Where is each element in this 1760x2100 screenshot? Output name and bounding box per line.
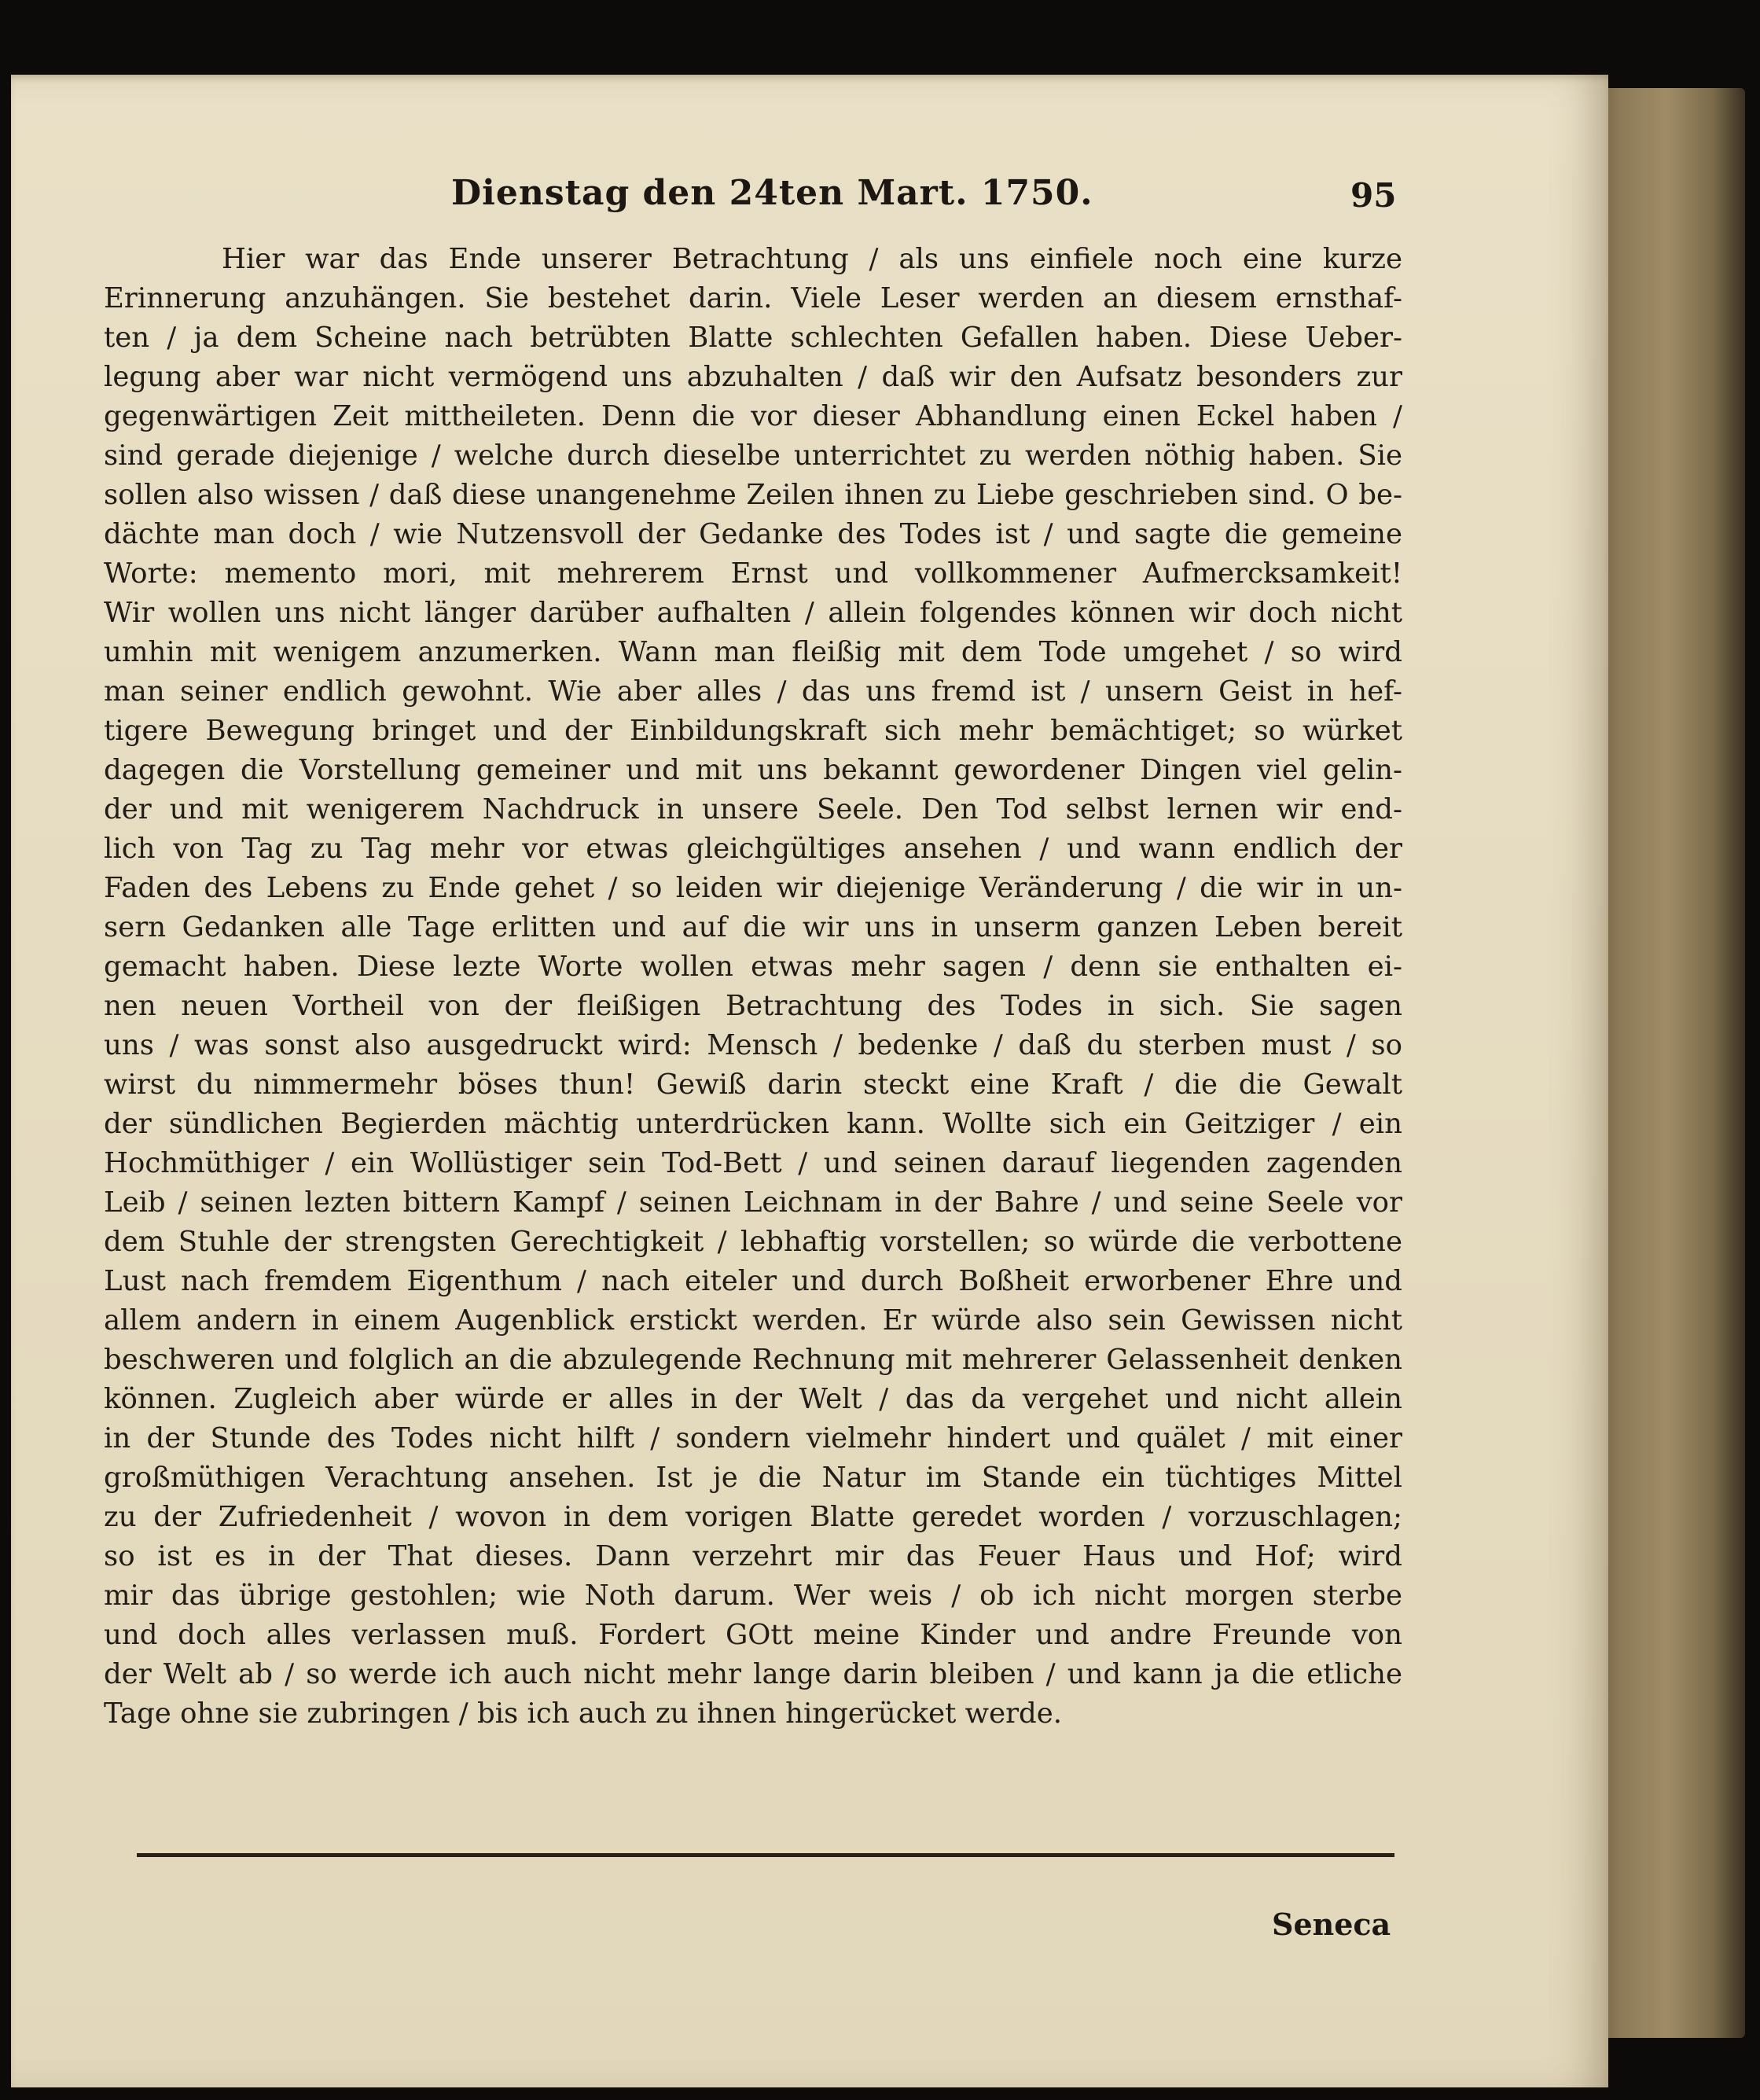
text-line: in der Stunde des Todes nicht hilft / sondern vielmehr hindert und quälet / mit einer (104, 1422, 1402, 1455)
text-line: beschweren und folglich an die abzulegende Rechnung mit mehrerer Gelassenheit denken (104, 1344, 1402, 1376)
text-line: können. Zugleich aber würde er alles in der Welt / das da vergehet und nicht allein (104, 1383, 1402, 1415)
page-number: 95 (1350, 176, 1397, 215)
catchword: Seneca (1272, 1907, 1391, 1942)
book-page (11, 75, 1608, 2087)
text-line: legung aber war nicht vermögend uns abzuhalten / daß wir den Aufsatz besonders zur (104, 361, 1402, 393)
text-line: Hochmüthiger / ein Wollüstiger sein Tod-Bett / und seinen darauf liegenden zagenden (104, 1147, 1402, 1179)
text-line: Worte: memento mori, mit mehrerem Ernst und vollkommener Aufmercksamkeit! (104, 557, 1402, 590)
text-line: uns / was sonst also ausgedruckt wird: Mensch / bedenke / daß du sterben must / so (104, 1029, 1402, 1061)
text-line: der sündlichen Begierden mächtig unterdrücken kann. Wollte sich ein Geitziger / ein (104, 1108, 1402, 1140)
text-line: Lust nach fremdem Eigenthum / nach eiteler und durch Boßheit erworbener Ehre und (104, 1265, 1402, 1297)
text-line: lich von Tag zu Tag mehr vor etwas gleichgültiges ansehen / und wann endlich der (104, 833, 1402, 865)
text-line: Hier war das Ende unserer Betrachtung / als uns einfiele noch eine kurze (222, 243, 1402, 275)
text-line: gemacht haben. Diese lezte Worte wollen etwas mehr sagen / denn sie enthalten ei- (104, 951, 1402, 983)
text-line: dächte man doch / wie Nutzensvoll der Gedanke des Todes ist / und sagte die gemeine (104, 518, 1402, 550)
text-line: man seiner endlich gewohnt. Wie aber alles / das uns fremd ist / unsern Geist in hef- (104, 675, 1402, 708)
text-line: sind gerade diejenige / welche durch dieselbe unterrichtet zu werden nöthig haben. Sie (104, 439, 1402, 472)
text-line: so ist es in der That dieses. Dann verzehrt mir das Feuer Haus und Hof; wird (104, 1540, 1402, 1572)
text-line: der Welt ab / so werde ich auch nicht mehr lange darin bleiben / und kann ja die etliche (104, 1658, 1402, 1690)
footer-rule (137, 1853, 1394, 1857)
body-text (104, 240, 1402, 1734)
text-line: und doch alles verlassen muß. Fordert GOtt meine Kinder und andre Freunde von (104, 1619, 1402, 1651)
text-line: wirst du nimmermehr böses thun! Gewiß darin steckt eine Kraft / die die Gewalt (104, 1068, 1402, 1101)
text-line: Erinnerung anzuhängen. Sie bestehet darin. Viele Leser werden an diesem ernsthaf- (104, 282, 1402, 314)
text-line: dagegen die Vorstellung gemeiner und mit uns bekannt gewordener Dingen viel gelin- (104, 754, 1402, 786)
text-line: großmüthigen Verachtung ansehen. Ist je die Natur im Stande ein tüchtiges Mittel (104, 1462, 1402, 1494)
text-line: tigere Bewegung bringet und der Einbildungskraft sich mehr bemächtiget; so würket (104, 715, 1402, 747)
running-header (11, 173, 1608, 228)
text-line: dem Stuhle der strengsten Gerechtigkeit / lebhaftig vorstellen; so würde die verbottene (104, 1226, 1402, 1258)
text-line: der und mit wenigerem Nachdruck in unsere Seele. Den Tod selbst lernen wir end- (104, 793, 1402, 826)
text-line: nen neuen Vortheil von der fleißigen Betrachtung des Todes in sich. Sie sagen (104, 990, 1402, 1022)
text-line: allem andern in einem Augenblick erstickt werden. Er würde also sein Gewissen nicht (104, 1304, 1402, 1337)
text-line: Wir wollen uns nicht länger darüber aufhalten / allein folgendes können wir doch nicht (104, 597, 1402, 629)
text-line: ten / ja dem Scheine nach betrübten Blatte schlechten Gefallen haben. Diese Ueber- (104, 322, 1402, 354)
book-edge (1588, 88, 1745, 2038)
text-line: sern Gedanken alle Tage erlitten und auf die wir uns in unserm ganzen Leben bereit (104, 911, 1402, 943)
text-line: sollen also wissen / daß diese unangenehme Zeilen ihnen zu Liebe geschrieben sind. O be- (104, 479, 1402, 511)
text-line: gegenwärtigen Zeit mittheileten. Denn die vor dieser Abhandlung einen Eckel haben / (104, 400, 1402, 432)
text-line: Leib / seinen lezten bittern Kampf / seinen Leichnam in der Bahre / und seine Seele vor (104, 1186, 1402, 1219)
text-line: mir das übrige gestohlen; wie Noth darum. Wer weis / ob ich nicht morgen sterbe (104, 1580, 1402, 1612)
text-line: zu der Zufriedenheit / wovon in dem vorigen Blatte geredet worden / vorzuschlagen; (104, 1501, 1402, 1533)
text-line: umhin mit wenigem anzumerken. Wann man fleißig mit dem Tode umgehet / so wird (104, 636, 1402, 668)
text-line: Faden des Lebens zu Ende gehet / so leiden wir diejenige Veränderung / die wir in un- (104, 872, 1402, 904)
text-line: Tage ohne sie zubringen / bis ich auch zu ihnen hingerücket werde. (104, 1697, 1063, 1730)
header-title: Dienstag den 24ten Mart. 1750. (451, 173, 1093, 213)
